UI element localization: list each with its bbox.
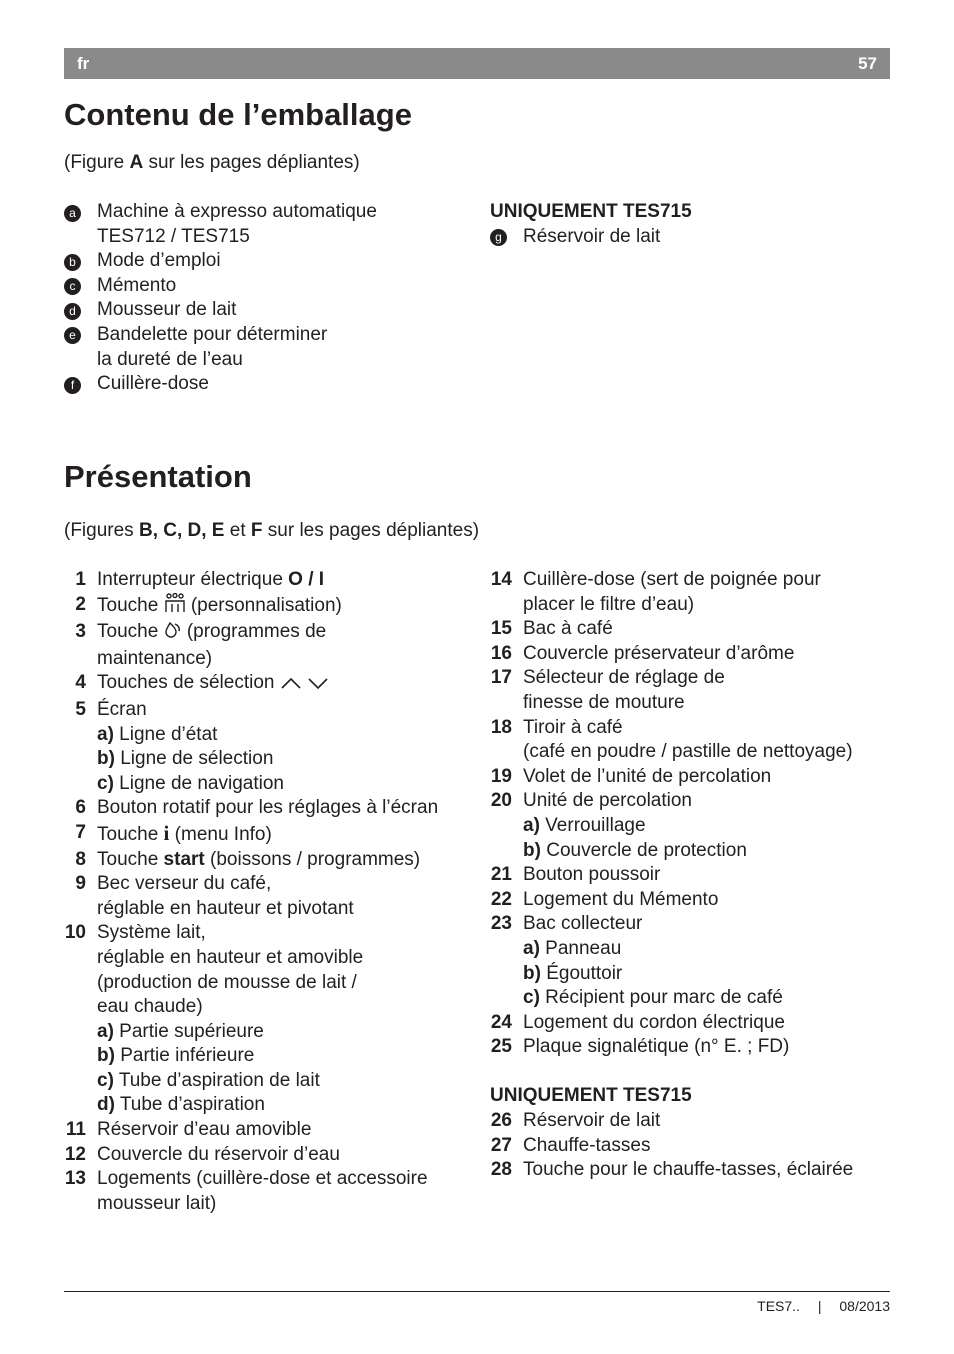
page-number: 57 <box>858 54 877 73</box>
arrow-up-icon <box>280 673 302 698</box>
sub-label: c) <box>97 772 114 794</box>
sub-label: b) <box>523 962 541 984</box>
sub-label: b) <box>523 839 541 861</box>
item-number: 17 <box>490 667 512 689</box>
ref-text: sur les pages dépliantes) <box>143 152 360 173</box>
item-number: 23 <box>490 913 512 935</box>
list-item <box>64 568 474 593</box>
item-text: Bec verseur du café, <box>97 873 272 895</box>
item-text: Touche <box>97 848 164 870</box>
item-text: (production de mousse de lait / <box>97 971 357 993</box>
item-number: 3 <box>75 621 86 643</box>
sub-item <box>490 962 890 987</box>
arrow-down-icon <box>307 673 329 698</box>
sub-text: Ligne de navigation <box>113 772 284 794</box>
item-number: 11 <box>65 1119 86 1141</box>
item-text: maintenance) <box>97 647 213 669</box>
footer-divider <box>64 1291 890 1292</box>
list-item <box>64 921 474 1019</box>
sub-text: Égouttoir <box>540 962 623 984</box>
sub-text: Tube d’aspiration <box>114 1094 265 1116</box>
sub-text: Tube d’aspiration de lait <box>113 1069 320 1091</box>
item-text: Cuillère-dose (sert de poignée pour <box>523 569 821 590</box>
sub-label: c) <box>523 987 540 1009</box>
list-item <box>490 1011 890 1036</box>
ref-figure: B, C, D, E <box>138 520 225 541</box>
footer-date: 08/2013 <box>839 1298 890 1314</box>
marker-g: g <box>490 229 507 246</box>
item-bold: O / I <box>288 569 325 590</box>
ref-text: sur les pages dépliantes) <box>262 520 480 541</box>
list-item <box>64 1143 474 1168</box>
item-text: la dureté de l’eau <box>97 348 243 370</box>
list-item <box>64 200 464 249</box>
item-number: 8 <box>75 848 86 870</box>
item-text: Réservoir de lait <box>523 1110 661 1132</box>
list-item <box>490 1035 890 1060</box>
item-text: (menu Info) <box>169 823 272 845</box>
item-text: Cuillère-dose <box>97 373 209 395</box>
item-text: Bouton poussoir <box>523 864 661 886</box>
item-number: 16 <box>490 642 512 664</box>
list-item <box>490 617 890 642</box>
section-title-presentation: Présentation <box>64 459 252 494</box>
item-number: 1 <box>75 569 86 590</box>
sub-item <box>64 1044 474 1069</box>
sub-text: Ligne de sélection <box>114 748 274 770</box>
item-number: 5 <box>75 698 86 720</box>
item-text: Touche pour le chauffe-tasses, éclairée <box>523 1159 854 1181</box>
section-title-contents: Contenu de l’emballage <box>64 97 412 132</box>
sub-item <box>490 937 890 962</box>
list-item <box>490 863 890 888</box>
list-item <box>64 796 474 821</box>
item-text: Volet de l’unité de percolation <box>523 765 772 787</box>
item-text: Touches de sélection <box>97 672 280 694</box>
item-text: Réservoir d’eau amovible <box>97 1119 312 1141</box>
figure-reference-bcdef <box>64 520 479 542</box>
list-item <box>64 1167 474 1216</box>
sub-label: a) <box>97 1020 114 1042</box>
list-item <box>490 1134 890 1159</box>
list-item <box>490 1158 890 1183</box>
item-text: Bandelette pour déterminer <box>97 323 328 345</box>
sub-item <box>64 1093 474 1118</box>
marker-f: f <box>64 377 81 394</box>
item-text: Touche <box>97 621 164 643</box>
item-text: Chauffe-tasses <box>523 1134 651 1156</box>
sub-text: Verrouillage <box>539 814 646 836</box>
model-heading: UNIQUEMENT TES715 <box>490 1085 692 1107</box>
item-number: 14 <box>490 569 512 590</box>
item-text: réglable en hauteur et pivotant <box>97 897 354 919</box>
info-icon: i <box>163 820 170 845</box>
footer <box>757 1298 890 1314</box>
personalisation-icon <box>164 593 186 621</box>
parts-list-left <box>64 568 474 1216</box>
item-text: Touche <box>97 823 164 845</box>
list-item <box>490 888 890 913</box>
maintenance-drop-icon <box>164 621 182 647</box>
item-number: 9 <box>75 873 86 895</box>
item-text: (café en poudre / pastille de nettoyage) <box>523 741 853 763</box>
footer-model: TES7.. <box>757 1298 800 1314</box>
list-item <box>490 225 890 250</box>
sub-text: Couvercle de protection <box>540 839 747 861</box>
item-text: (boissons / programmes) <box>204 848 421 870</box>
list-item <box>490 716 890 765</box>
item-text: Machine à expresso automatique <box>97 201 377 222</box>
sub-label: b) <box>97 748 115 770</box>
list-item <box>64 593 474 621</box>
header-bar <box>64 48 890 79</box>
marker-a: a <box>64 205 81 222</box>
item-text: TES712 / TES715 <box>97 225 250 247</box>
sub-item <box>64 723 474 748</box>
item-text: Touche <box>97 594 164 616</box>
item-text: eau chaude) <box>97 996 203 1018</box>
item-number: 22 <box>490 888 512 910</box>
sub-item <box>490 839 890 864</box>
ref-text: (Figures <box>64 520 139 541</box>
marker-b: b <box>64 254 81 271</box>
list-item <box>64 274 464 299</box>
item-text: Couvercle du réservoir d’eau <box>97 1143 340 1165</box>
item-text: (personnalisation) <box>190 594 342 616</box>
item-number: 4 <box>75 672 86 694</box>
list-item <box>490 642 890 667</box>
sub-text: Ligne d’état <box>113 723 218 745</box>
sub-label: b) <box>97 1045 115 1067</box>
list-item <box>64 298 464 323</box>
list-item <box>64 1118 474 1143</box>
item-text: finesse de mouture <box>523 691 685 713</box>
ref-figure: F <box>250 520 263 541</box>
list-item <box>64 698 474 723</box>
item-number: 24 <box>490 1011 512 1033</box>
marker-e: e <box>64 327 81 344</box>
ref-text: (Figure <box>64 152 130 173</box>
sub-item <box>64 772 474 797</box>
item-text: Sélecteur de réglage de <box>523 667 725 689</box>
sub-label: c) <box>97 1069 114 1091</box>
item-number: 6 <box>75 797 86 819</box>
sub-item <box>490 814 890 839</box>
marker-c: c <box>64 278 81 295</box>
item-number: 20 <box>490 790 512 812</box>
item-number: 7 <box>75 821 86 843</box>
item-text: mousseur lait) <box>97 1192 217 1214</box>
item-text: réglable en hauteur et amovible <box>97 946 364 968</box>
sub-label: a) <box>523 937 540 959</box>
item-text: Couvercle préservateur d’arôme <box>523 642 795 664</box>
item-bold: start <box>163 848 205 870</box>
item-number: 2 <box>75 593 86 615</box>
item-text: Bouton rotatif pour les réglages à l’écran <box>97 797 439 819</box>
sub-label: a) <box>523 814 540 836</box>
list-item <box>64 620 474 671</box>
contents-list-tes715 <box>490 200 890 249</box>
item-text: (programmes de <box>186 621 327 643</box>
item-text: Logements (cuillère-dose et accessoire <box>97 1168 428 1190</box>
item-number: 25 <box>490 1036 512 1058</box>
item-number: 28 <box>490 1159 512 1181</box>
list-item <box>64 323 464 372</box>
sub-item <box>490 986 890 1011</box>
item-number: 26 <box>490 1110 512 1132</box>
sub-item <box>64 1020 474 1045</box>
sub-text: Partie inférieure <box>114 1045 255 1067</box>
item-text: Tiroir à café <box>523 716 623 738</box>
item-text: Réservoir de lait <box>523 225 661 247</box>
list-item <box>490 765 890 790</box>
list-item <box>490 666 890 715</box>
list-item <box>490 568 890 617</box>
item-text: Logement du Mémento <box>523 888 719 910</box>
item-text: Mémento <box>97 274 177 296</box>
marker-d: d <box>64 303 81 320</box>
list-item <box>64 372 464 397</box>
item-number: 27 <box>490 1134 512 1156</box>
ref-figure: A <box>129 152 144 173</box>
item-number: 18 <box>490 716 512 738</box>
figure-reference-a <box>64 152 360 174</box>
sub-label: a) <box>97 723 114 745</box>
list-item <box>64 821 474 848</box>
item-text: Mousseur de lait <box>97 299 237 321</box>
list-item <box>64 249 464 274</box>
item-text: Écran <box>97 698 147 720</box>
item-text: Bac collecteur <box>523 913 643 935</box>
item-text: Système lait, <box>97 922 206 944</box>
list-item <box>490 1109 890 1134</box>
parts-list-right <box>490 568 890 1183</box>
item-text: placer le filtre d’eau) <box>523 593 695 615</box>
item-number: 12 <box>64 1143 86 1165</box>
item-number: 15 <box>490 618 512 640</box>
item-text: Plaque signalétique (n° E. ; FD) <box>523 1036 790 1058</box>
item-number: 21 <box>490 864 512 886</box>
item-text: Unité de percolation <box>523 790 692 812</box>
list-item <box>64 872 474 921</box>
sub-text: Partie supérieure <box>113 1020 264 1042</box>
sub-text: Panneau <box>539 937 622 959</box>
item-text: Interrupteur électrique <box>97 569 289 590</box>
sub-item <box>64 747 474 772</box>
list-item <box>64 848 474 873</box>
spacer <box>490 1060 890 1085</box>
sub-item <box>64 1069 474 1094</box>
sub-text: Récipient pour marc de café <box>539 987 783 1009</box>
list-item <box>490 912 890 937</box>
item-number: 13 <box>64 1168 86 1190</box>
ref-text: et <box>224 520 251 541</box>
item-text: Bac à café <box>523 618 613 640</box>
language-label: fr <box>77 54 90 73</box>
footer-separator: | <box>817 1298 822 1314</box>
item-number: 10 <box>64 922 86 944</box>
list-item <box>490 789 890 814</box>
sub-label: d) <box>97 1094 115 1116</box>
model-heading: UNIQUEMENT TES715 <box>490 201 692 222</box>
item-text: Mode d’emploi <box>97 250 221 272</box>
contents-list <box>64 200 464 397</box>
list-item <box>64 671 474 698</box>
item-text: Logement du cordon électrique <box>523 1011 785 1033</box>
item-number: 19 <box>490 765 512 787</box>
